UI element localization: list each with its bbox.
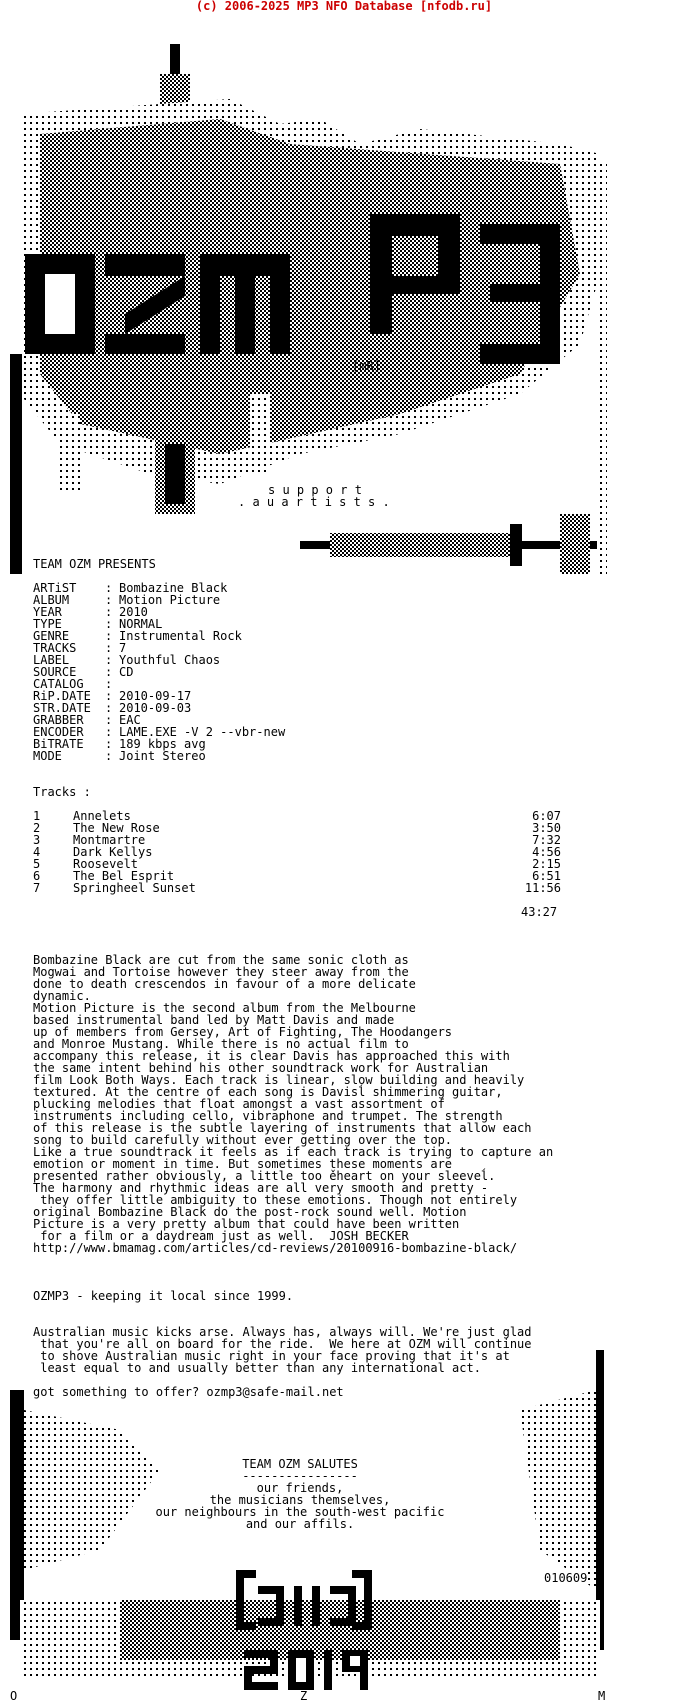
release-info xyxy=(33,582,561,762)
mr-tag: [mR] xyxy=(352,359,381,373)
about-line: that you're all on board for the ride. We here at OZM will continue xyxy=(33,1337,532,1351)
info-row: YEAR : 2010 xyxy=(33,605,148,619)
corner-letter-z: Z xyxy=(300,1689,308,1703)
review-line: presented rather obviously, a little too ěheart on your sleeveĺ. xyxy=(33,1169,496,1183)
salutes-section xyxy=(0,1458,600,1530)
about-line: least equal to and usually better than any international act. xyxy=(33,1361,481,1375)
review-line: and Monroe Mustang. While there is no actual film to xyxy=(33,1037,409,1051)
review-line: instruments including cello, vibraphone and trumpet. The strength xyxy=(33,1109,503,1123)
info-row: TRACKS : 7 xyxy=(33,641,127,655)
review-line: of this release is the subtle layering of instruments that allow each xyxy=(33,1121,532,1135)
salutes-line: and our affils. xyxy=(245,1517,355,1531)
review-line: based instrumental band led by Matt Davis and made xyxy=(33,1013,395,1027)
tagline: OZMP3 - keeping it local since 1999. xyxy=(33,1289,294,1303)
review-line: Mogwai and Tortoise however they steer away from the xyxy=(33,965,409,979)
review-line: original Bombazine Black do the post-rock sound well. Motion xyxy=(33,1205,467,1219)
review-line: emotion or moment in time. But sometimes these moments are xyxy=(33,1157,453,1171)
review-line: Like a true soundtrack it feels as if each track is trying to capture an xyxy=(33,1145,554,1159)
nfodb-credit: (c) 2006-2025 MP3 NFO Database [nfodb.ru] xyxy=(195,0,493,13)
review-line: film Look Both Ways. Each track is linear, slow building and heavily xyxy=(33,1073,525,1087)
review-line: done to death crescendos in favour of a more delicate xyxy=(33,977,416,991)
track-row: 6 The Bel Esprit 6:51 xyxy=(33,869,561,883)
info-row: MODE : Joint Stereo xyxy=(33,749,206,763)
info-row: ALBUM : Motion Picture xyxy=(33,593,221,607)
info-row: SOURCE : CD xyxy=(33,665,134,679)
track-row: 3 Montmartre 7:32 xyxy=(33,833,561,847)
total-time: 43:27 xyxy=(521,905,558,919)
track-row: 4 Dark Kellys 4:56 xyxy=(33,845,561,859)
review-line: Motion Picture is the second album from the Melbourne xyxy=(33,1001,416,1015)
info-row: LABEL : Youthful Chaos xyxy=(33,653,221,667)
salutes-line: the musicians themselves, xyxy=(209,1493,391,1507)
info-row: ENCODER : LAME.EXE -V 2 --vbr-new xyxy=(33,725,286,739)
tracks-heading: Tracks : xyxy=(33,785,91,799)
corner-letter-m: M xyxy=(598,1689,606,1703)
info-row: TYPE : NORMAL xyxy=(33,617,163,631)
info-row: RiP.DATE : 2010-09-17 xyxy=(33,689,192,703)
info-row: GRABBER : EAC xyxy=(33,713,141,727)
info-row: BiTRATE : 189 kbps avg xyxy=(33,737,206,751)
track-row: 7 Springheel Sunset 11:56 xyxy=(33,881,561,895)
review-line: The harmony and rhythmic ideas are all very smooth and pretty - xyxy=(33,1181,489,1195)
date-code: 010609 xyxy=(544,1571,588,1585)
info-row: ARTiST : Bombazine Black xyxy=(33,581,228,595)
about-line: to shove Australian music right in your face proving that it's at xyxy=(33,1349,510,1363)
review-text xyxy=(33,954,561,1254)
track-row: 2 The New Rose 3:50 xyxy=(33,821,561,835)
contact-line[interactable]: got something to offer? ozmp3@safe-mail.net xyxy=(33,1385,344,1399)
info-row: GENRE : Instrumental Rock xyxy=(33,629,242,643)
track-row: 5 Roosevelt 2:15 xyxy=(33,857,561,871)
salutes-title: TEAM OZM SALUTES xyxy=(242,1457,358,1471)
review-line: textured. At the centre of each song is Davisĺ shimmering guitar, xyxy=(33,1085,503,1099)
info-row: STR.DATE : 2010-09-03 xyxy=(33,701,192,715)
track-row: 1 Annelets 6:07 xyxy=(33,809,561,823)
salutes-line: our neighbours in the south-west pacific xyxy=(155,1505,445,1519)
support-line-1: s u p p o r t xyxy=(268,483,362,497)
review-line: dynamic. xyxy=(33,989,91,1003)
presents-heading: TEAM OZM PRESENTS xyxy=(33,557,156,571)
review-line: up of members from Gersey, Art of Fighting, The Hoodangers xyxy=(33,1025,453,1039)
nfo-content xyxy=(33,558,561,1398)
review-line: plucking melodies that float amongst a vast assortment of xyxy=(33,1097,445,1111)
support-line-2: . a u a r t i s t s . xyxy=(238,495,390,509)
review-line: Picture is a very pretty album that could have been written xyxy=(33,1217,460,1231)
review-line: Bombazine Black are cut from the same sonic cloth as xyxy=(33,953,409,967)
review-url[interactable]: http://www.bmamag.com/articles/cd-reviews/20100916-bombazine-black/ xyxy=(33,1241,518,1255)
review-line: they offer little ambiguity to these emotions. Though not entirely xyxy=(33,1193,518,1207)
review-line: song to build carefully without ever getting over the top. xyxy=(33,1133,453,1147)
corner-letter-o: O xyxy=(10,1689,18,1703)
info-row: CATALOG : xyxy=(33,677,113,691)
salutes-underline: ---------------- xyxy=(242,1469,358,1483)
track-list xyxy=(33,810,561,894)
review-line: accompany this release, it is clear Davis has approached this with xyxy=(33,1049,510,1063)
ozm-logo-art xyxy=(0,14,688,574)
review-line: the same intent behind his other soundtrack work for Australian xyxy=(33,1061,489,1075)
review-line: for a film or a daydream just as well. JOSH BECKER xyxy=(33,1229,409,1243)
about-line: Australian music kicks arse. Always has, always will. We're just glad xyxy=(33,1325,532,1339)
salutes-line: our friends, xyxy=(256,1481,344,1495)
